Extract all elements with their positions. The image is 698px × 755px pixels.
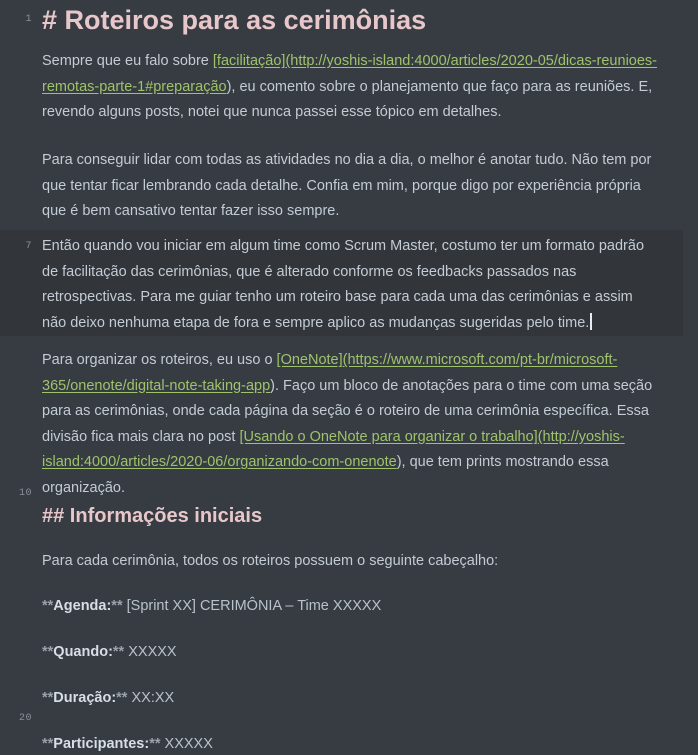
bold-marker-open: **	[42, 736, 54, 752]
link-onenote-url[interactable]: (https://www.microsoft.com/pt-br/microsoft-365/onenote/digital-note-taking-app	[42, 352, 618, 394]
paragraph-intro-post: ), eu comento sobre o planejamento que faço para as reuniões. E, revendo alguns posts, notei que nunca passei esse tópico em detalhes.	[42, 78, 653, 120]
paragraph-onenote-post: ), que tem prints mostrando essa organização.	[42, 454, 609, 496]
paragraph-scrum-master-active	[42, 234, 658, 336]
field-agenda-label: Agenda:	[53, 598, 112, 614]
link-facilitacao-label[interactable]: [facilitação]	[212, 53, 286, 69]
bold-marker-open: **	[42, 644, 54, 660]
field-agenda	[42, 594, 658, 620]
bold-marker-close: **	[111, 598, 123, 614]
line-number: 20	[18, 713, 32, 724]
line-number: 10	[18, 488, 32, 499]
bold-marker-close: **	[112, 644, 125, 660]
paragraph-onenote	[42, 348, 658, 501]
field-agenda-value: [Sprint XX] CERIMÔNIA – Time XXXXX	[122, 598, 382, 614]
field-participantes	[42, 732, 658, 755]
text-caret	[590, 313, 592, 330]
bold-marker-open: **	[42, 598, 54, 614]
paragraph-anotar-tudo: Para conseguir lidar com todas as atividades no dia a dia, o melhor é anotar tudo. Não tem por que tentar ficar lembrando cada detalhe. Confia em mim, porque digo por experiência própria que é bem cansativo tentar fazer isso sempre.	[42, 152, 652, 219]
link-usando-onenote-label[interactable]: [Usando o OneNote para organizar o trabalho]	[239, 428, 538, 445]
link-facilitacao-url[interactable]: (http://yoshis-island:4000/articles/2020-05/dicas-reunioes-remotas-parte-1#preparação	[42, 53, 657, 95]
bold-marker-open: **	[42, 690, 54, 706]
field-quando-label: Quando:	[53, 644, 113, 660]
markdown-heading-2: ## Informações iniciais	[42, 505, 263, 527]
field-duracao-value: XX:XX	[127, 690, 175, 706]
field-duracao	[42, 686, 658, 712]
markdown-heading-1: # Roteiros para as cerimônias	[42, 5, 427, 35]
line-number: 1	[25, 14, 32, 25]
field-duracao-label: Duração:	[53, 690, 117, 706]
paragraph-onenote-mid: ). Faço um bloco de anotações para o time com uma seção para as cerimônias, onde cada página da seção é o roteiro de uma cerimônia específica. Essa divisão fica mais clara no post	[42, 377, 653, 445]
field-quando	[42, 640, 658, 666]
field-participantes-label: Participantes:	[53, 736, 150, 752]
paragraph-onenote-pre: Para organizar os roteiros, eu uso o	[42, 352, 277, 368]
paragraph-intro	[42, 49, 658, 126]
bold-marker-close: **	[116, 690, 128, 706]
paragraph-intro-pre: Sempre que eu falo sobre	[42, 53, 213, 69]
link-usando-onenote-url[interactable]: (http://yoshis-island:4000/articles/2020-06/organizando-com-onenote	[42, 428, 625, 470]
field-participantes-value: XXXXX	[160, 736, 213, 752]
link-onenote-label[interactable]: [OneNote]	[276, 352, 343, 368]
field-quando-value: XXXXX	[124, 644, 177, 660]
paragraph-cabecalho: Para cada cerimônia, todos os roteiros possuem o seguinte cabeçalho:	[42, 553, 499, 569]
bold-marker-close: **	[149, 736, 161, 752]
paragraph-scrum-master-text: Então quando vou iniciar em algum time como Scrum Master, costumo ter um formato padrão de facilitação das cerimônias, que é alterado conforme os feedbacks passados nas retrospectivas. Para me guiar tenho um roteiro base para cada uma das cerimônias e assim não deixo nenhuma etapa de fora e sempre aplico as mudanças sugeridas pelo time.	[42, 238, 645, 331]
line-number: 7	[25, 241, 32, 252]
editor-gutter	[0, 0, 42, 755]
